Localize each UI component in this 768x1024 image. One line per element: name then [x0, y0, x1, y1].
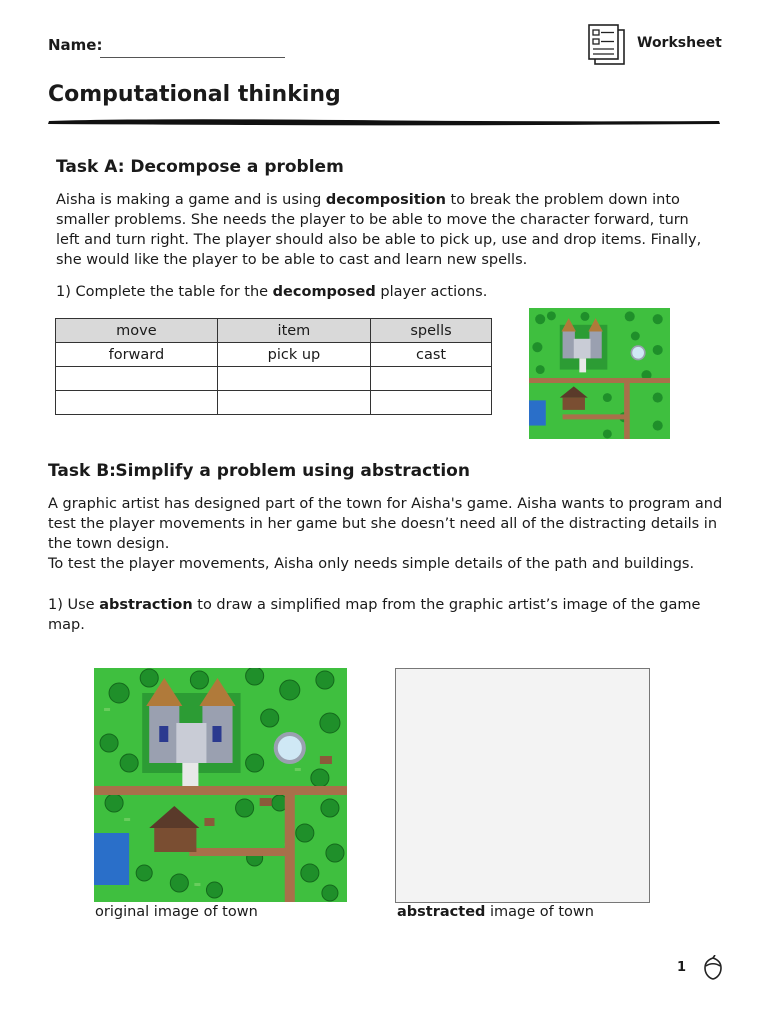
- table-row: [56, 367, 492, 391]
- task-b-paragraph: A graphic artist has designed part of the town for Aisha's game. Aisha wants to program and test the player movements in her game but she doesn’t need all of the distracting details in the town design.: [48, 496, 723, 552]
- table-cell-blank[interactable]: [371, 367, 492, 391]
- task-b-paragraph-2: To test the player movements, Aisha only needs simple details of the path and buildings.: [48, 556, 695, 572]
- table-cell-blank[interactable]: [217, 367, 370, 391]
- decomposition-table: [55, 318, 492, 415]
- caption-abstracted: abstracted image of town: [397, 904, 594, 920]
- name-label: Name:: [48, 36, 103, 54]
- name-field[interactable]: [100, 57, 285, 58]
- column-header-item: item: [217, 319, 370, 343]
- worksheet-label: Worksheet: [637, 35, 722, 51]
- page-number: 1: [677, 960, 687, 975]
- column-header-spells: spells: [371, 319, 492, 343]
- task-b-question: 1) Use abstraction to draw a simplified map from the graphic artist’s image of the game map.: [48, 597, 701, 633]
- acorn-icon: [702, 955, 724, 981]
- abstracted-map-drawing-area[interactable]: [395, 668, 650, 903]
- caption-original: original image of town: [95, 904, 258, 920]
- table-cell: cast: [371, 343, 492, 367]
- table-cell-blank[interactable]: [371, 391, 492, 415]
- table-cell: forward: [56, 343, 218, 367]
- table-header-row: [56, 319, 492, 343]
- page-title: Computational thinking: [48, 82, 341, 107]
- table-cell-blank[interactable]: [56, 367, 218, 391]
- title-underline: [47, 117, 721, 126]
- table-row: [56, 343, 492, 367]
- task-a-paragraph: Aisha is making a game and is using decomposition to break the problem down into smaller problems. She needs the player to be able to move the character forward, turn left and turn right. The player should also be able to pick up, use and drop items. Finally, she would like the player to be able to cast and learn new spells.: [56, 192, 702, 268]
- task-a-question: 1) Complete the table for the decomposed player actions.: [56, 284, 488, 300]
- task-b-heading: Task B: Simplify a problem using abstraction: [48, 461, 470, 481]
- town-map-original: [94, 668, 347, 902]
- town-map-thumbnail: [529, 308, 670, 439]
- table-row: [56, 391, 492, 415]
- table-cell-blank[interactable]: [217, 391, 370, 415]
- task-a-heading: Task A: Decompose a problem: [56, 157, 344, 177]
- table-cell: pick up: [217, 343, 370, 367]
- column-header-move: move: [56, 319, 218, 343]
- table-cell-blank[interactable]: [56, 391, 218, 415]
- worksheet-document-icon: [587, 24, 627, 66]
